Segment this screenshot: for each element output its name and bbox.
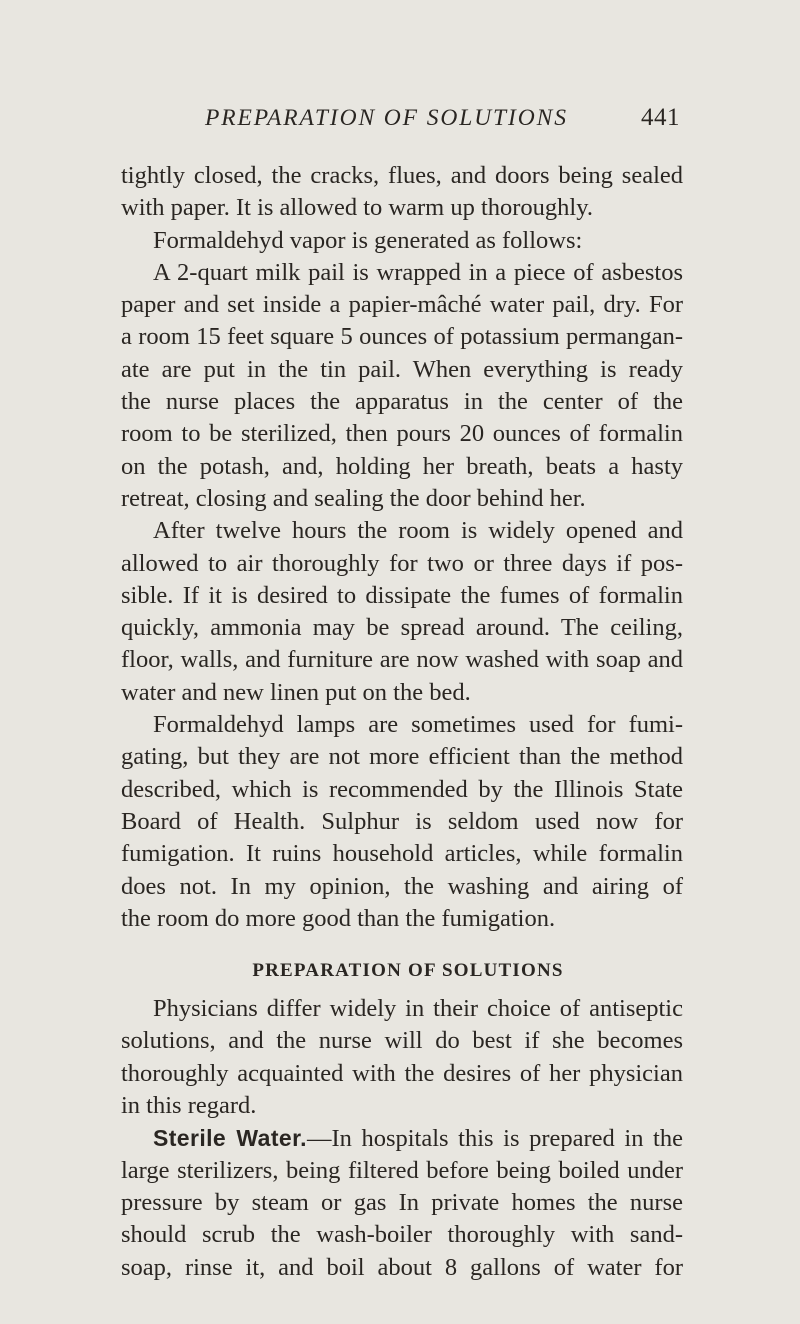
text-line: After twelve hours the room is widely opened and [153,517,683,545]
text-line: should scrub the wash-boiler thoroughly with sand- [121,1221,683,1249]
text-line: does not. In my opinion, the washing and airing of [121,872,683,900]
text-line: Formaldehyd vapor is generated as follows: [153,226,583,254]
text-line: solutions, and the nurse will do best if she becomes [121,1027,683,1055]
text-line: the room do more good than the fumigation. [121,904,556,932]
text-line: with paper. It is allowed to warm up thoroughly. [121,194,593,222]
text-line: gating, but they are not more efficient than the method [121,743,683,771]
section-heading: PREPARATION OF SOLUTIONS [252,960,564,982]
text-line: quickly, ammonia may be spread around. The ceiling, [121,614,683,642]
text-line: A 2-quart milk pail is wrapped in a piece of asbestos [153,258,683,286]
text-line: pressure by steam or gas In private homes the nurse [121,1188,683,1216]
text-line: water and new linen put on the bed. [121,678,471,706]
text-line: floor, walls, and furniture are now washed with soap and [121,646,683,674]
text-line: on the potash, and, holding her breath, beats a hasty [121,452,683,480]
text-line: allowed to air thoroughly for two or three days if pos- [121,549,683,577]
text-line: Physicians differ widely in their choice of antiseptic [153,995,683,1023]
text-line: described, which is recommended by the Illinois State [121,775,683,803]
text-line: a room 15 feet square 5 ounces of potassium permangan- [121,323,683,351]
text-line: thoroughly acquainted with the desires of her physician [121,1059,683,1087]
runin-heading: Sterile Water. [153,1125,307,1152]
text-line: ate are put in the tin pail. When everything is ready [121,355,683,383]
text-line: paper and set inside a papier-mâché water pail, dry. For [121,291,683,319]
text-line: Board of Health. Sulphur is seldom used now for [121,807,683,835]
text-line-rest: —In hospitals this is prepared in the [306,1125,683,1153]
text-line: in this regard. [121,1092,257,1120]
running-head [205,104,680,140]
text-line: soap, rinse it, and boil about 8 gallons of water for [121,1253,683,1281]
text-line: the nurse places the apparatus in the center of the [121,388,683,416]
page-number: 441 [641,104,680,131]
text-line: tightly closed, the cracks, flues, and doors being sealed [121,162,683,189]
text-line: room to be sterilized, then pours 20 ounces of formalin [121,420,683,448]
text-line: sible. If it is desired to dissipate the fumes of formalin [121,581,683,609]
text-line [121,1122,683,1154]
text-line: large sterilizers, being filtered before being boiled under [121,1156,683,1184]
text-line: retreat, closing and sealing the door behind her. [121,484,586,512]
text-line: Formaldehyd lamps are sometimes used for fumi- [153,711,683,739]
text-line: fumigation. It ruins household articles, while formalin [121,840,683,868]
body-text [121,160,683,1284]
running-head-title: PREPARATION OF SOLUTIONS [205,105,568,131]
